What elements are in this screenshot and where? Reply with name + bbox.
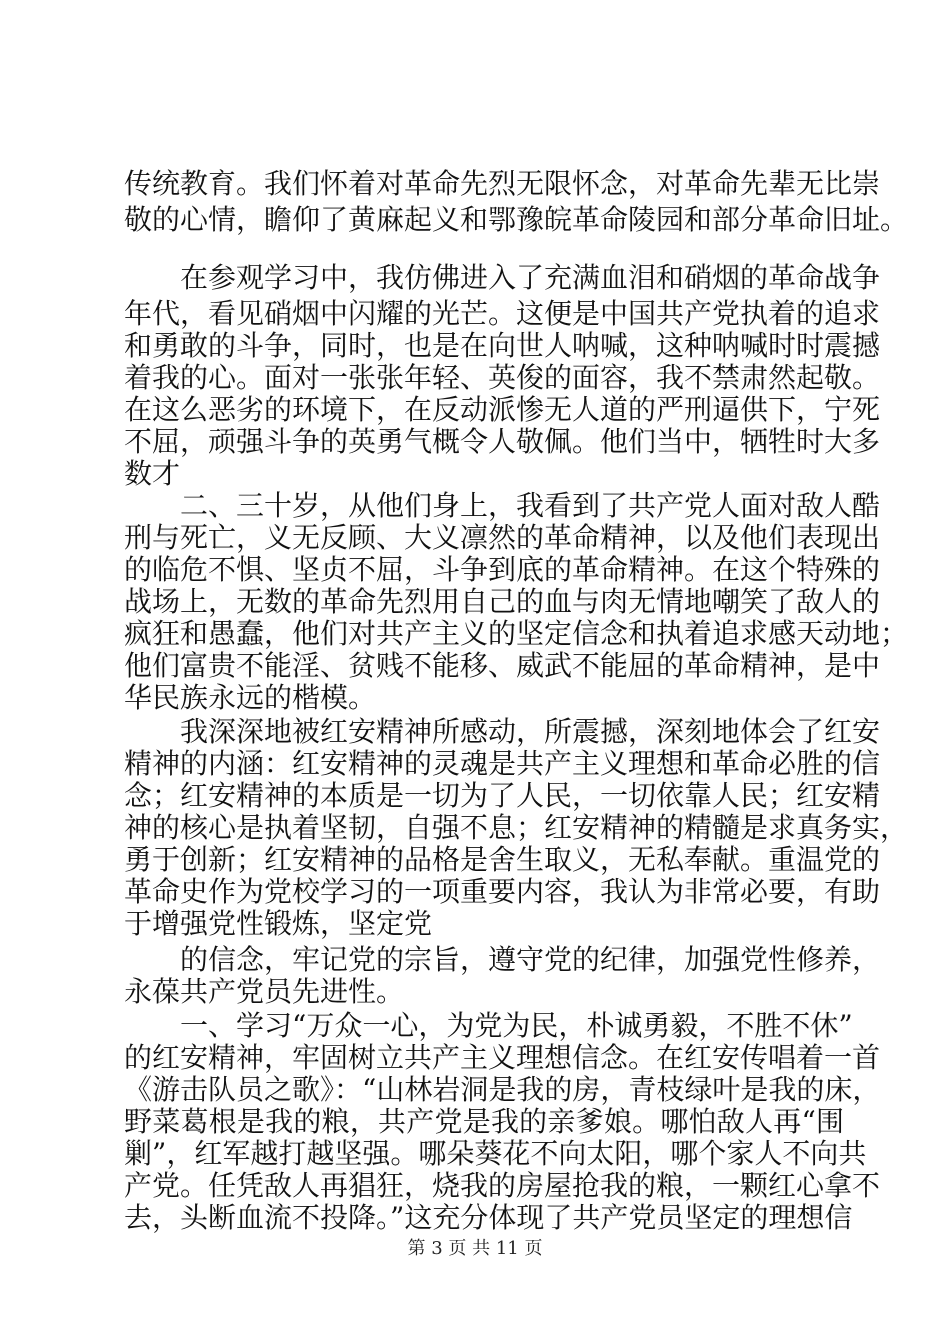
text-line: 年代，看见硝烟中闪耀的光芒。这便是中国共产党执着的追求 (124, 297, 881, 330)
text-line: 和勇敢的斗争，同时，也是在向世人呐喊，这种呐喊时时震撼 (124, 329, 881, 362)
text-line: 神的核心是执着坚韧，自强不息；红安精神的精髓是求真务实， (124, 811, 909, 844)
text-line: 战场上，无数的革命先烈用自己的血与肉无情地嘲笑了敌人的 (124, 585, 881, 618)
text-line: 勇于创新；红安精神的品格是舍生取义，无私奉献。重温党的 (124, 843, 881, 876)
page-footer: 第 3 页 共 11 页 (407, 1238, 543, 1259)
text-line: 一、学习“万众一心，为党为民，朴诚勇毅，不胜不休” (124, 1009, 853, 1042)
text-line: 疯狂和愚蠢，他们对共产主义的坚定信念和执着追求感天动地； (124, 617, 909, 650)
text-line: 《游击队员之歌》：“山林岩洞是我的房，青枝绿叶是我的床， (124, 1073, 881, 1106)
text-line: 敬的心情，瞻仰了黄麻起义和鄂豫皖革命陵园和部分革命旧址。 (124, 203, 909, 236)
text-line: 产党。任凭敌人再猖狂，烧我的房屋抢我的粮，一颗红心拿不 (124, 1169, 881, 1202)
text-line: 精神的内涵：红安精神的灵魂是共产主义理想和革命必胜的信 (124, 747, 881, 780)
text-line: 去，头断血流不投降。”这充分体现了共产党员坚定的理想信 (124, 1201, 853, 1234)
text-line: 的信念，牢记党的宗旨，遵守党的纪律，加强党性修养， (124, 943, 881, 976)
text-line: 剿”，红军越打越坚强。哪朵葵花不向太阳，哪个家人不向共 (124, 1137, 867, 1170)
text-line: 的红安精神，牢固树立共产主义理想信念。在红安传唱着一首 (124, 1041, 881, 1074)
text-line: 他们富贵不能淫、贫贱不能移、威武不能屈的革命精神，是中 (124, 649, 881, 682)
text-line: 二、三十岁，从他们身上，我看到了共产党人面对敌人酷 (124, 489, 881, 522)
text-line: 在参观学习中，我仿佛进入了充满血泪和硝烟的革命战争 (124, 261, 881, 294)
text-line: 念；红安精神的本质是一切为了人民，一切依靠人民；红安精 (124, 779, 881, 812)
text-line: 永葆共产党员先进性。 (124, 975, 405, 1008)
text-line: 刑与死亡，义无反顾、大义凛然的革命精神，以及他们表现出 (124, 521, 881, 554)
text-line: 野菜葛根是我的粮，共产党是我的亲爹娘。哪怕敌人再“围 (124, 1105, 844, 1138)
text-line: 传统教育。我们怀着对革命先烈无限怀念，对革命先辈无比崇 (124, 167, 881, 200)
text-line: 不屈，顽强斗争的英勇气概令人敬佩。他们当中，牺牲时大多 (124, 425, 881, 458)
text-line: 华民族永远的楷模。 (124, 681, 377, 714)
text-line: 我深深地被红安精神所感动，所震撼，深刻地体会了红安 (124, 715, 881, 748)
text-line: 的临危不惧、坚贞不屈，斗争到底的革命精神。在这个特殊的 (124, 553, 881, 586)
text-line: 革命史作为党校学习的一项重要内容，我认为非常必要，有助 (124, 875, 881, 908)
text-line: 着我的心。面对一张张年轻、英俊的面容，我不禁肃然起敬。 (124, 361, 881, 394)
text-line: 于增强党性锻炼，坚定党 (124, 907, 433, 940)
text-line: 在这么恶劣的环境下，在反动派惨无人道的严刑逼供下，宁死 (124, 393, 881, 426)
text-line: 数才 (124, 457, 181, 490)
